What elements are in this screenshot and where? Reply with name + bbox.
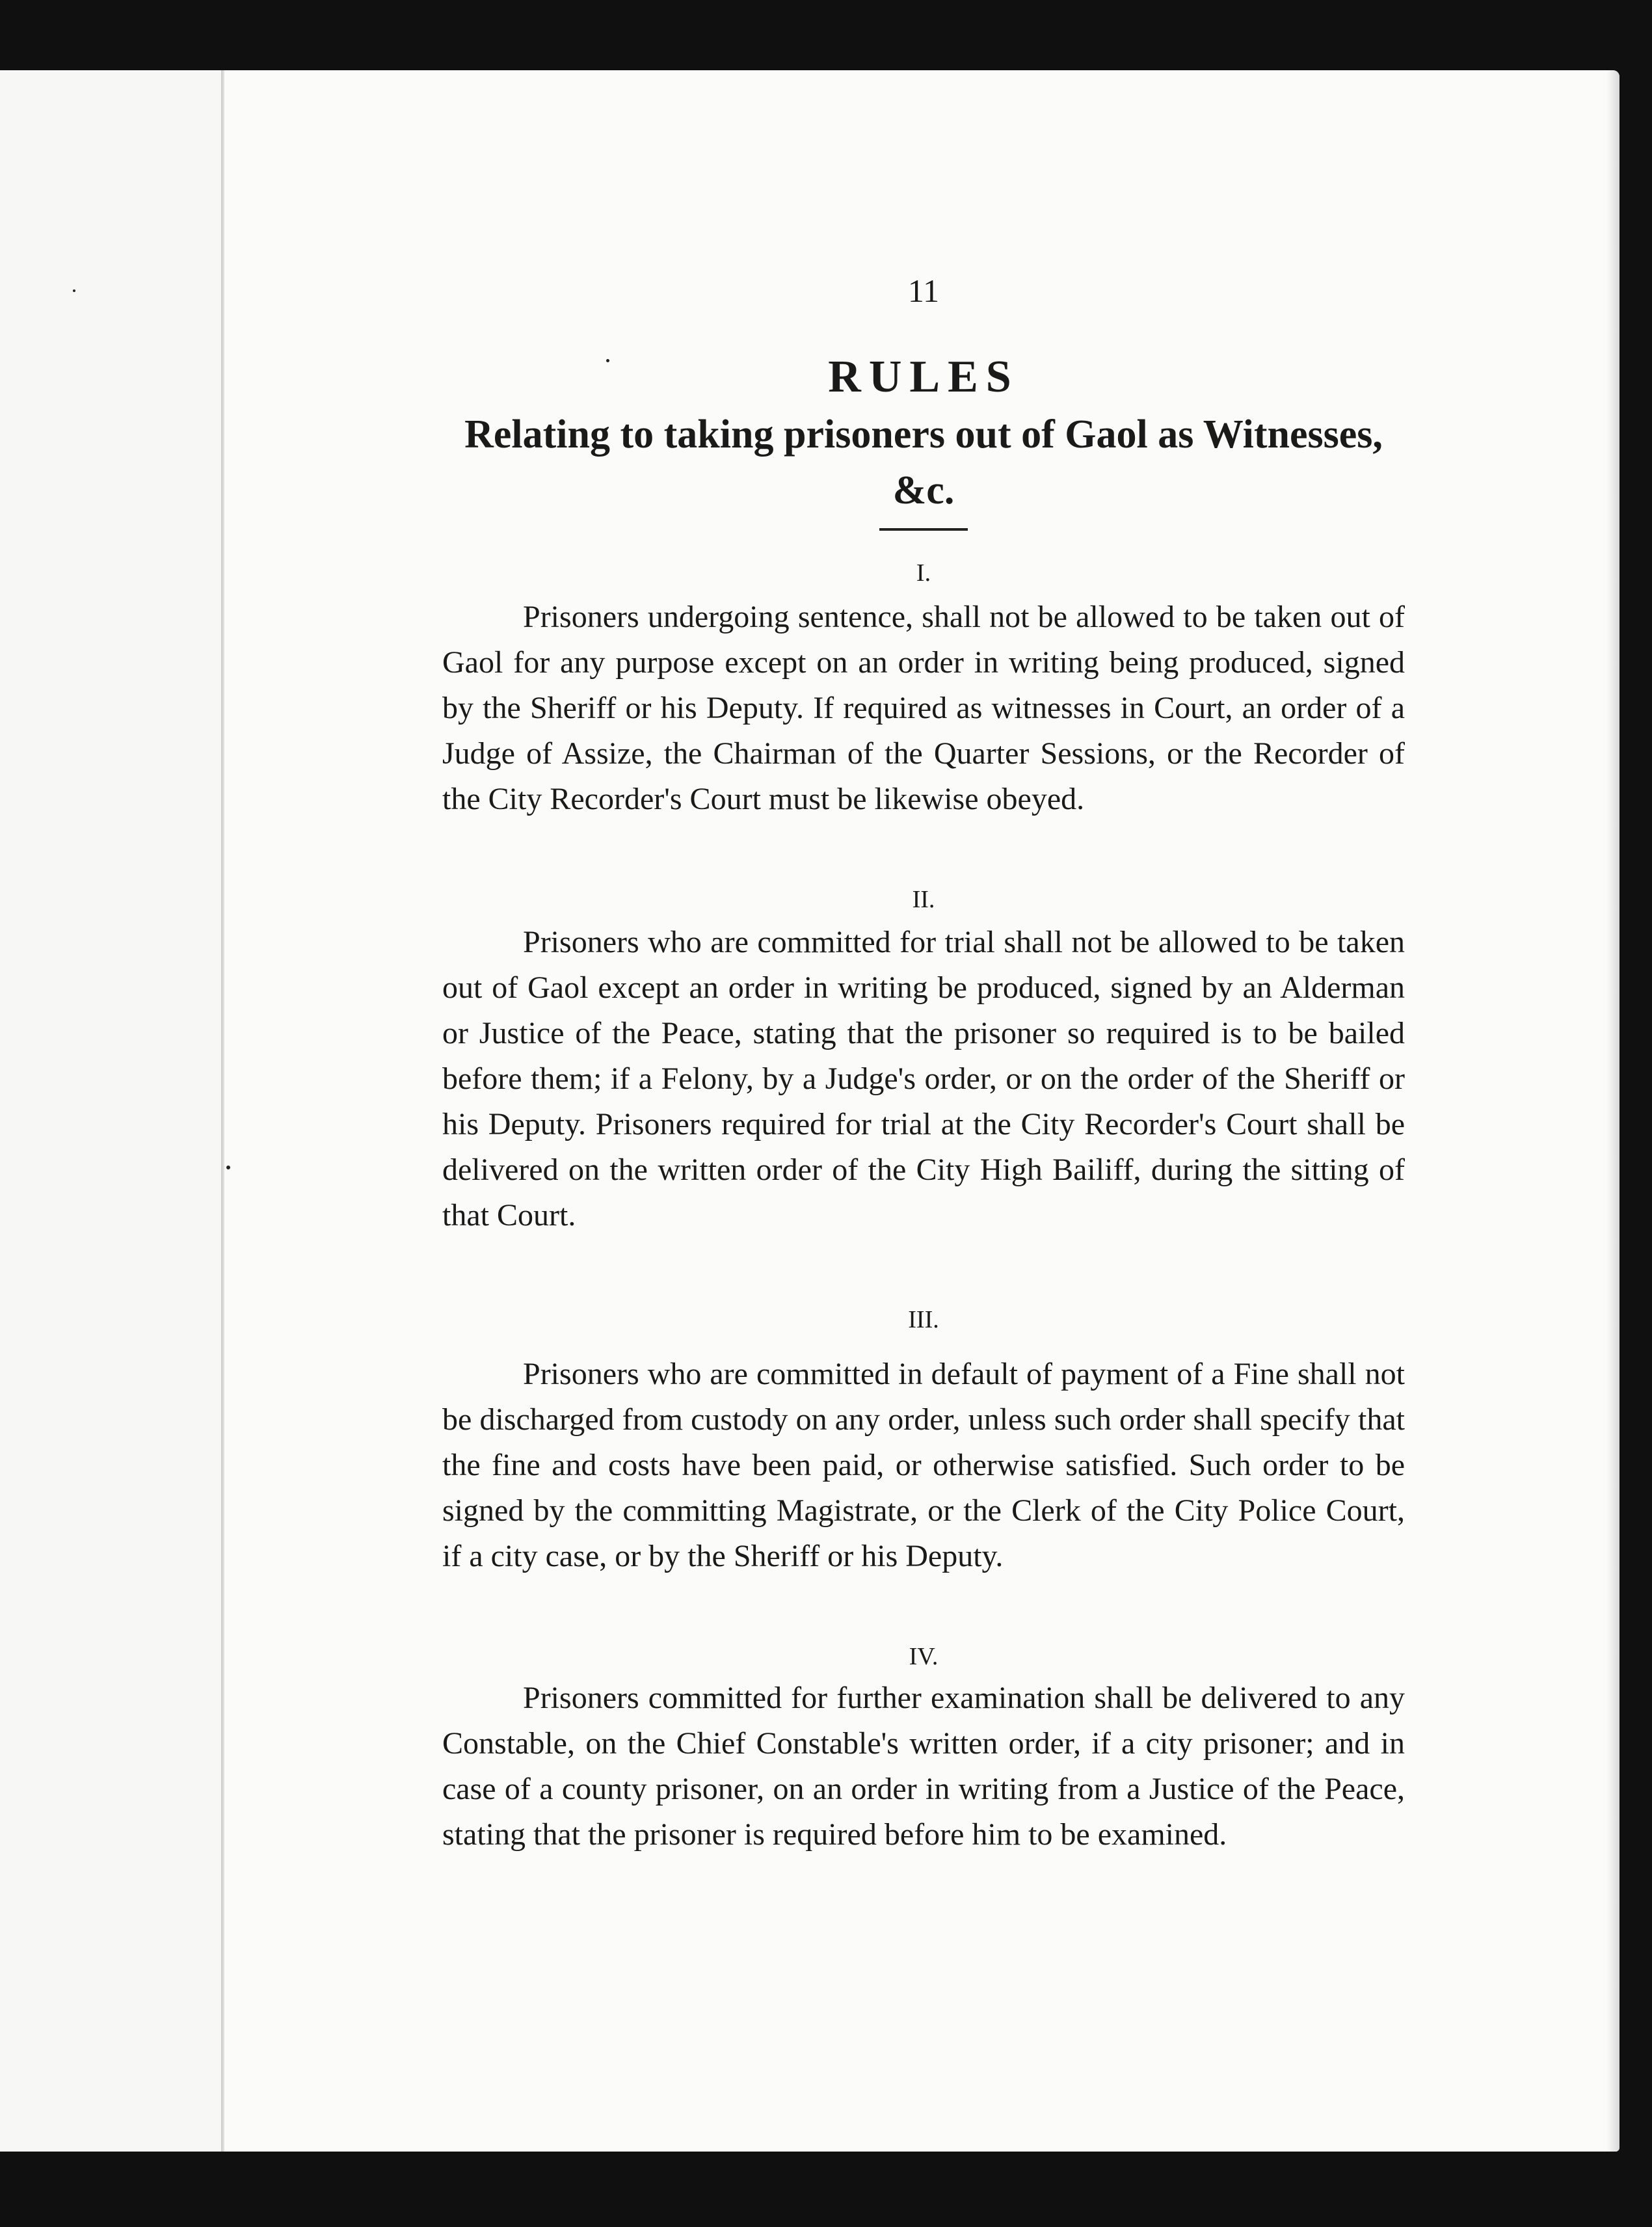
section-text: Prisoners undergoing sentence, shall not be allowed to be taken out of Gaol for any purpose except on an order in writing being produced, signed by the Sheriff or his Deputy. If required as witnesses in Court, an order of a Judge of Assize, the Chairman of the Quarter Sessions, or the Recorder of the City Recorder's Court must be likewise obeyed.: [442, 600, 1405, 816]
section-text: Prisoners committed for further examination shall be delivered to any Constable, on the Chief Constable's written order, if a city prisoner; and in case of a county prisoner, on an order in writing from a Justice of the Peace, stating that the prisoner is required before him to be examined.: [442, 1681, 1405, 1852]
page-right-edge: [1606, 70, 1619, 2152]
left-margin-strip: [0, 70, 221, 2152]
title-divider: [879, 528, 968, 531]
section-numeral: IV.: [909, 1643, 939, 1670]
binding-gutter: [221, 70, 224, 2152]
scan-speck: [226, 1166, 230, 1169]
page-subtitle: Relating to taking prisoners out of Gaol as Witnesses, &c.: [464, 412, 1383, 513]
section-text: Prisoners who are committed in default of payment of a Fine shall not be discharged from custody on any order, unless such order shall specify that the fine and costs have been paid, or otherwise satisfied. Such order to be signed by the committing Magistrate, or the Clerk of the City Police Court, if a city case, or by the Sheriff or his Deputy.: [442, 1357, 1405, 1573]
scan-speck: [73, 289, 75, 292]
section-numeral: II.: [912, 886, 935, 913]
page-number: 11: [907, 273, 940, 309]
page-title: RULES: [828, 352, 1019, 402]
section-text: Prisoners who are committed for trial shall not be allowed to be taken out of Gaol except an order in writing be produced, signed by an Alderman or Justice of the Peace, stating that the prisoner so required is to be bailed before them; if a Felony, by a Judge's order, or on the order of the Sheriff or his Deputy. Prisoners required for trial at the City Recorder's Court shall be delivered on the written order of the City High Bailiff, during the sitting of that Court.: [442, 925, 1405, 1233]
section-numeral: III.: [908, 1306, 939, 1333]
section-numeral: I.: [916, 559, 931, 587]
